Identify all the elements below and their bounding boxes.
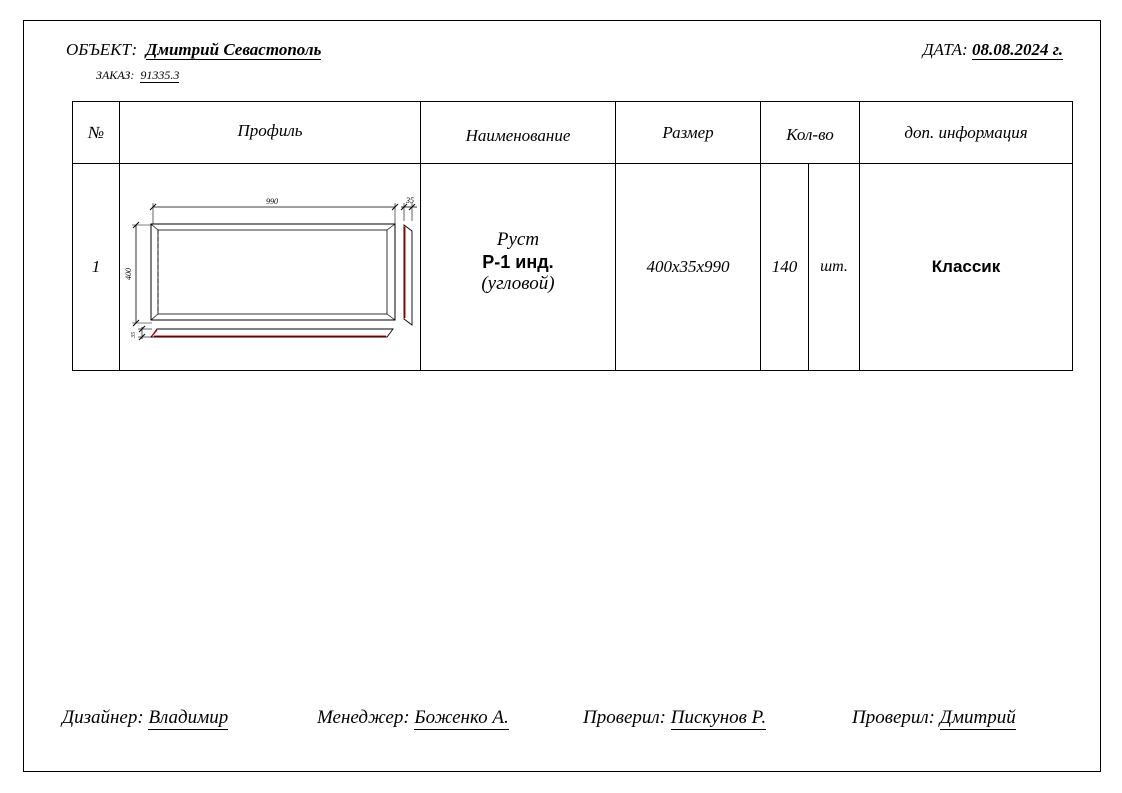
designer-signature [62, 707, 228, 729]
depth-dimension-top [401, 196, 417, 221]
depth-label-top: 35 [406, 196, 414, 205]
designer-label: Дизайнер: [62, 707, 144, 728]
checker2-value: Дмитрий [939, 707, 1016, 728]
col-info-header: доп. информация [860, 102, 1073, 164]
item-qty: 140 [761, 164, 809, 371]
item-unit: шт. [809, 164, 860, 371]
order-label: ЗАКАЗ: [96, 68, 135, 82]
item-name-note: (угловой) [481, 273, 555, 294]
profile-drawing-cell [120, 164, 421, 371]
col-qty-header: Кол-во [761, 102, 860, 164]
checker2-label: Проверил: [852, 707, 936, 728]
spec-table [72, 101, 1073, 371]
checker1-signature [583, 707, 766, 729]
object-value: Дмитрий Севастополь [145, 40, 322, 59]
item-size: 400х35х990 [616, 164, 761, 371]
manager-value: Боженко А. [414, 707, 509, 728]
object-line [66, 40, 321, 60]
designer-value: Владимир [148, 707, 229, 728]
row-num: 1 [73, 164, 120, 371]
checker2-signature [852, 707, 1016, 729]
col-profile-header: Профиль [120, 102, 421, 164]
panel-bottom-view [151, 329, 393, 337]
height-dimension [124, 222, 152, 326]
item-name-code: Р-1 инд. [482, 252, 554, 272]
date-value: 08.08.2024 г. [971, 40, 1063, 59]
date-label: ДАТА: [922, 40, 968, 59]
object-label: ОБЪЕКТ: [66, 40, 138, 59]
manager-signature [317, 707, 509, 729]
item-name-type: Руст [496, 229, 540, 250]
width-dimension [150, 197, 398, 224]
table-row [73, 164, 1073, 371]
depth-label-bottom: 35 [131, 332, 137, 338]
profile-drawing [120, 169, 421, 365]
depth-dimension-bottom [131, 326, 152, 340]
col-size-header: Размер [616, 102, 761, 164]
checker1-value: Пискунов Р. [670, 707, 767, 728]
manager-label: Менеджер: [317, 707, 410, 728]
date-line [923, 40, 1063, 60]
height-label: 400 [124, 268, 133, 280]
checker1-label: Проверил: [583, 707, 667, 728]
col-name-header: Наименование [421, 102, 616, 164]
width-label: 990 [266, 197, 278, 206]
order-value: 91335.3 [140, 68, 180, 82]
panel-front-view [151, 224, 395, 320]
item-info: Классик [860, 164, 1073, 371]
table-header-row [73, 102, 1073, 164]
col-num-header: № [73, 102, 120, 164]
item-name-cell [421, 164, 616, 371]
panel-side-view [404, 225, 412, 325]
order-line [96, 68, 179, 83]
